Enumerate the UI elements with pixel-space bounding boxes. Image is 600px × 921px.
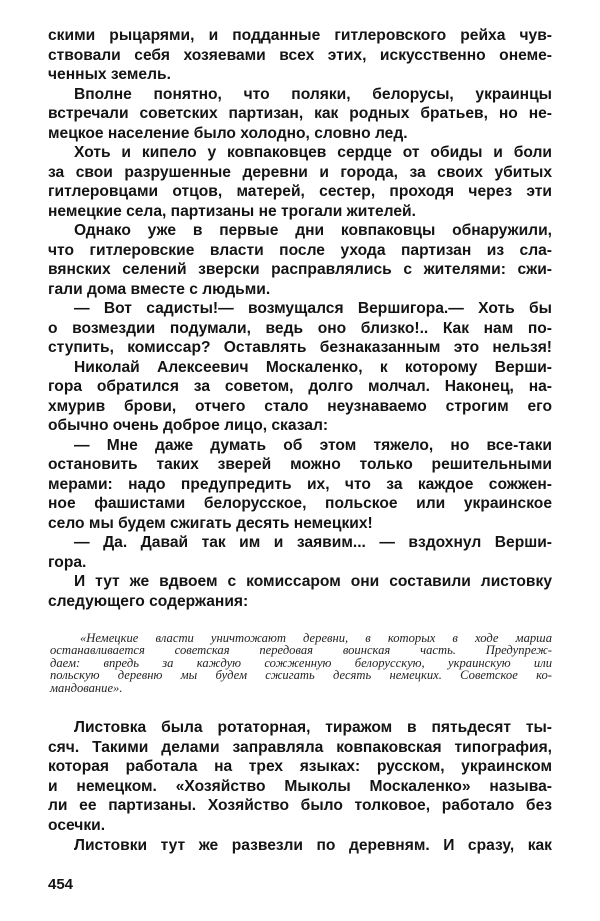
text-line: ное фашистами белорусское, польское или украинское (48, 495, 552, 512)
text-line: что гитлеровские власти после ухода партизан из сла- (48, 241, 552, 259)
text-line: которая работала на трех языках: русском, украинском (48, 758, 552, 776)
text-line: ли ее партизаны. Хозяйство было толковое, работало без (48, 797, 552, 815)
text-line: ченных земель. (48, 66, 171, 83)
text-line: село мы будем сжигать десять немецких! (48, 514, 373, 532)
leaflet-quote-line: польскую деревню мы будем сжигать десять немецких. Советское ко- (50, 668, 552, 683)
text-line: гитлеровцами отцов, матерей, сестер, проходя через эти (48, 183, 552, 200)
text-line: — Да. Давай так им и заявим... — вздохнул Верши- (74, 534, 552, 551)
text-line: и немецком. «Хозяйство Мыколы Москаленко» называ- (48, 777, 552, 795)
text-line: осечки. (48, 817, 106, 834)
leaflet-quote-line: даем: впредь за каждую сожженную белорусскую, украинскую или (50, 655, 552, 670)
text-line: гали дома вместе с людьми. (48, 280, 271, 298)
text-line: хмурив брови, отчего стало неузнаваемо строгим его (48, 397, 552, 415)
leaflet-quote-line: останавливается советская передовая воинская часть. Предупреж- (50, 643, 552, 658)
text-line: ступить, комиссар? Оставлять безнаказанным это нельзя! (48, 339, 552, 356)
text-line: — Вот садисты!— возмущался Вершигора.— Хоть бы (74, 300, 552, 317)
text-line: Хоть и кипело у ковпаковцев сердце от обиды и боли (74, 144, 552, 161)
text-line: остановить таких зверей можно только решительными (48, 456, 552, 473)
text-line: немецкие села, партизаны не трогали жителей. (48, 202, 416, 220)
text-line: Вполне понятно, что поляки, белорусы, украинцы (74, 85, 552, 103)
text-line: мецкое население было холодно, словно лед. (48, 124, 408, 142)
text-line: следующего содержания: (48, 592, 249, 610)
text-line: гора. (48, 553, 87, 571)
text-line: гора обратился за советом, долго молчал. Наконец, на- (48, 378, 552, 395)
text-line: Николай Алексеевич Москаленко, к которому Верши- (74, 358, 552, 376)
text-line: — Мне даже думать об этом тяжело, но все-таки (74, 436, 552, 454)
text-line: Однако уже в первые дни ковпаковцы обнаружили, (74, 222, 552, 239)
text-line: скими рыцарями, и подданные гитлеровского рейха чув- (48, 27, 552, 44)
text-line: за свои разрушенные деревни и города, за своих убитых (48, 163, 552, 181)
text-line: о возмездии подумали, ведь оно близко!.. Как нам по- (48, 319, 552, 337)
text-line: И тут же вдвоем с комиссаром они составили листовку (74, 573, 552, 590)
text-line: Листовка была ротаторная, тиражом в пятьдесят ты- (74, 719, 552, 736)
text-line: сяч. Такими делами заправляла ковпаковская типография, (48, 738, 552, 756)
text-line: встречали советских партизан, как родных братьев, но не- (48, 105, 552, 122)
text-line: вянских селений зверски расправлялись с жителями: сжи- (48, 261, 552, 278)
text-line: мерами: надо предупредить их, что за каждое сожжен- (48, 475, 552, 493)
text-line: Листовки тут же развезли по деревням. И сразу, как (74, 836, 552, 854)
text-line: ствовали себя хозяевами всех этих, искусственно онеме- (48, 46, 552, 64)
leaflet-quote-line: мандование». (50, 680, 123, 695)
leaflet-quote-line: «Немецкие власти уничтожают деревни, в которых в ходе марша (80, 631, 552, 645)
text-line: обычно очень доброе лицо, сказал: (48, 417, 329, 434)
page-number: 454 (48, 876, 74, 893)
